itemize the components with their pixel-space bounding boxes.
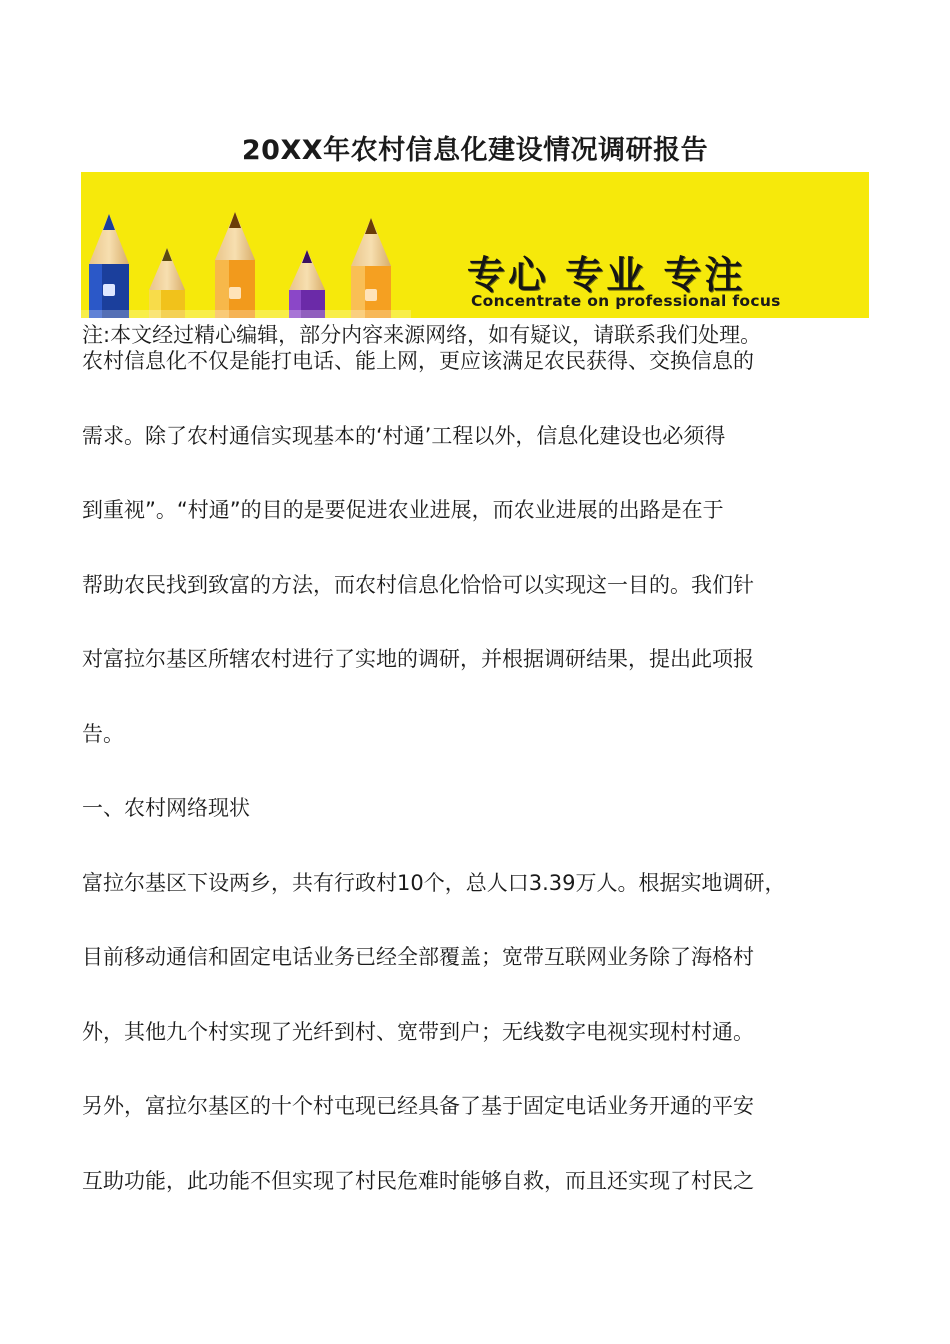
purple-pencil-icon [289, 250, 325, 318]
blue-pencil-icon [89, 214, 129, 318]
paragraph-line: 对富拉尔基区所辖农村进行了实地的调研，并根据调研结果，提出此项报 [82, 647, 754, 671]
paragraph-line: 帮助农民找到致富的方法，而农村信息化恰恰可以实现这一目的。我们针 [82, 572, 754, 597]
paragraph-line: 互助功能，此功能不但实现了村民危难时能够自救，而且还实现了村民之 [82, 1168, 754, 1193]
paragraph-line: 另外，富拉尔基区的十个村屯现已经具备了基于固定电话业务开通的平安 [82, 1094, 754, 1118]
paragraph-line: 目前移动通信和固定电话业务已经全部覆盖；宽带互联网业务除了海格村 [82, 945, 754, 969]
paragraph-line: 外，其他九个村实现了光纤到村、宽带到户；无线数字电视实现村村通。 [82, 1019, 754, 1044]
paragraph-line: 告。 [82, 721, 124, 746]
editor-note: 注:本文经过精心编辑，部分内容来源网络，如有疑议，请联系我们处理。 [82, 323, 762, 347]
document-title: 20XX年农村信息化建设情况调研报告 [241, 135, 709, 166]
yellow-pencil-icon [149, 248, 185, 318]
orange-pencil-icon [215, 212, 255, 318]
orange-pencil-icon-2 [351, 218, 391, 318]
banner-image [81, 172, 869, 318]
paragraph-line: 农村信息化不仅是能打电话、能上网，更应该满足农民获得、交换信息的 [82, 349, 754, 373]
banner-subtitle: Concentrate on professional focus [471, 292, 781, 310]
banner-slogan: 专心 专业 专注 [467, 253, 746, 297]
paragraph-line: 富拉尔基区下设两乡，共有行政村10个，总人口3.39万人。根据实地调研， [82, 870, 786, 895]
document-body [82, 347, 882, 1241]
section-heading: 一、农村网络现状 [82, 796, 250, 820]
paragraph-line: 到重视”。“村通”的目的是要促进农业进展，而农业进展的出路是在于 [82, 498, 724, 522]
paragraph-line: 需求。除了农村通信实现基本的‘村通’工程以外，信息化建设也必须得 [82, 423, 726, 448]
